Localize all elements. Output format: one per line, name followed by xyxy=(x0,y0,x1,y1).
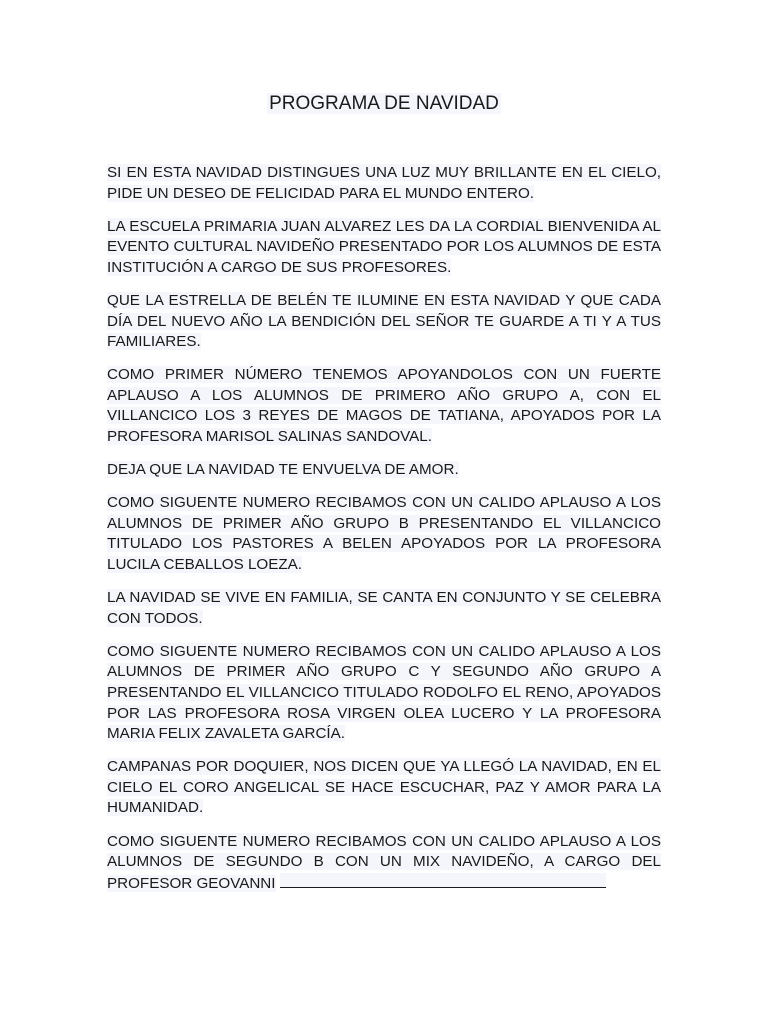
paragraph-3 xyxy=(107,291,661,353)
paragraph-2-text: LA ESCUELA PRIMARIA JUAN ALVAREZ LES DA LA CORDIAL BIENVENIDA AL EVENTO CULTURAL NAVIDEÑO PRESENTADO POR LOS ALUMNOS DE ESTA INSTITUCIÓN A CARGO DE SUS PROFESORES. xyxy=(107,217,661,276)
paragraph-5 xyxy=(107,460,661,481)
document-body xyxy=(107,163,661,907)
paragraph-6-text: COMO SIGUENTE NUMERO RECIBAMOS CON UN CALIDO APLAUSO A LOS ALUMNOS DE PRIMER AÑO GRUPO B PRESENTANDO EL VILLANCICO TITULADO LOS PASTORES A BELEN APOYADOS POR LA PROFESORA LUCILA CEBALLOS LOEZA. xyxy=(107,494,661,573)
paragraph-10-text: COMO SIGUENTE NUMERO RECIBAMOS CON UN CALIDO APLAUSO A LOS ALUMNOS DE SEGUNDO B CON UN MIX NAVIDEÑO, A CARGO DEL PROFESOR GEOVANNI xyxy=(107,832,661,892)
document-title-text: PROGRAMA DE NAVIDAD xyxy=(269,93,499,114)
paragraph-1 xyxy=(107,163,661,204)
paragraph-7 xyxy=(107,588,661,629)
paragraph-7-text: LA NAVIDAD SE VIVE EN FAMILIA, SE CANTA EN CONJUNTO Y SE CELEBRA CON TODOS. xyxy=(107,589,661,627)
paragraph-9-text: CAMPANAS POR DOQUIER, NOS DICEN QUE YA LLEGÓ LA NAVIDAD, EN EL CIELO EL CORO ANGELICAL SE HACE ESCUCHAR, PAZ Y AMOR PARA LA HUMANIDAD. xyxy=(107,758,661,817)
paragraph-4-text: COMO PRIMER NÚMERO TENEMOS APOYANDOLOS CON UN FUERTE APLAUSO A LOS ALUMNOS DE PRIMERO AÑO GRUPO A, CON EL VILLANCICO LOS 3 REYES DE MAGOS DE TATIANA, APOYADOS POR LA PROFESORA MARISOL SALINAS SANDOVAL. xyxy=(107,366,661,446)
paragraph-8 xyxy=(107,642,661,745)
paragraph-3-text: QUE LA ESTRELLA DE BELÉN TE ILUMINE EN ESTA NAVIDAD Y QUE CADA DÍA DEL NUEVO AÑO LA BENDICIÓN DEL SEÑOR TE GUARDE A TI Y A TUS FAMILIARES. xyxy=(107,291,661,351)
document-title xyxy=(0,92,768,116)
paragraph-10 xyxy=(107,832,661,895)
paragraph-4 xyxy=(107,365,661,447)
paragraph-6 xyxy=(107,493,661,575)
signature-blank-line xyxy=(280,873,606,888)
paragraph-2 xyxy=(107,217,661,279)
paragraph-8-text: COMO SIGUENTE NUMERO RECIBAMOS CON UN CALIDO APLAUSO A LOS ALUMNOS DE PRIMER AÑO GRUPO C Y SEGUNDO AÑO GRUPO A PRESENTANDO EL VILLANCICO TITULADO RODOLFO EL RENO, APOYADOS POR LAS PROFESORA ROSA VIRGEN OLEA LUCERO Y LA PROFESORA MARIA FELIX ZAVALETA GARCÍA. xyxy=(107,642,661,743)
paragraph-9 xyxy=(107,757,661,819)
paragraph-5-text: DEJA QUE LA NAVIDAD TE ENVUELVA DE AMOR. xyxy=(107,461,459,479)
paragraph-1-text: SI EN ESTA NAVIDAD DISTINGUES UNA LUZ MUY BRILLANTE EN EL CIELO, PIDE UN DESEO DE FELICIDAD PARA EL MUNDO ENTERO. xyxy=(107,164,661,202)
